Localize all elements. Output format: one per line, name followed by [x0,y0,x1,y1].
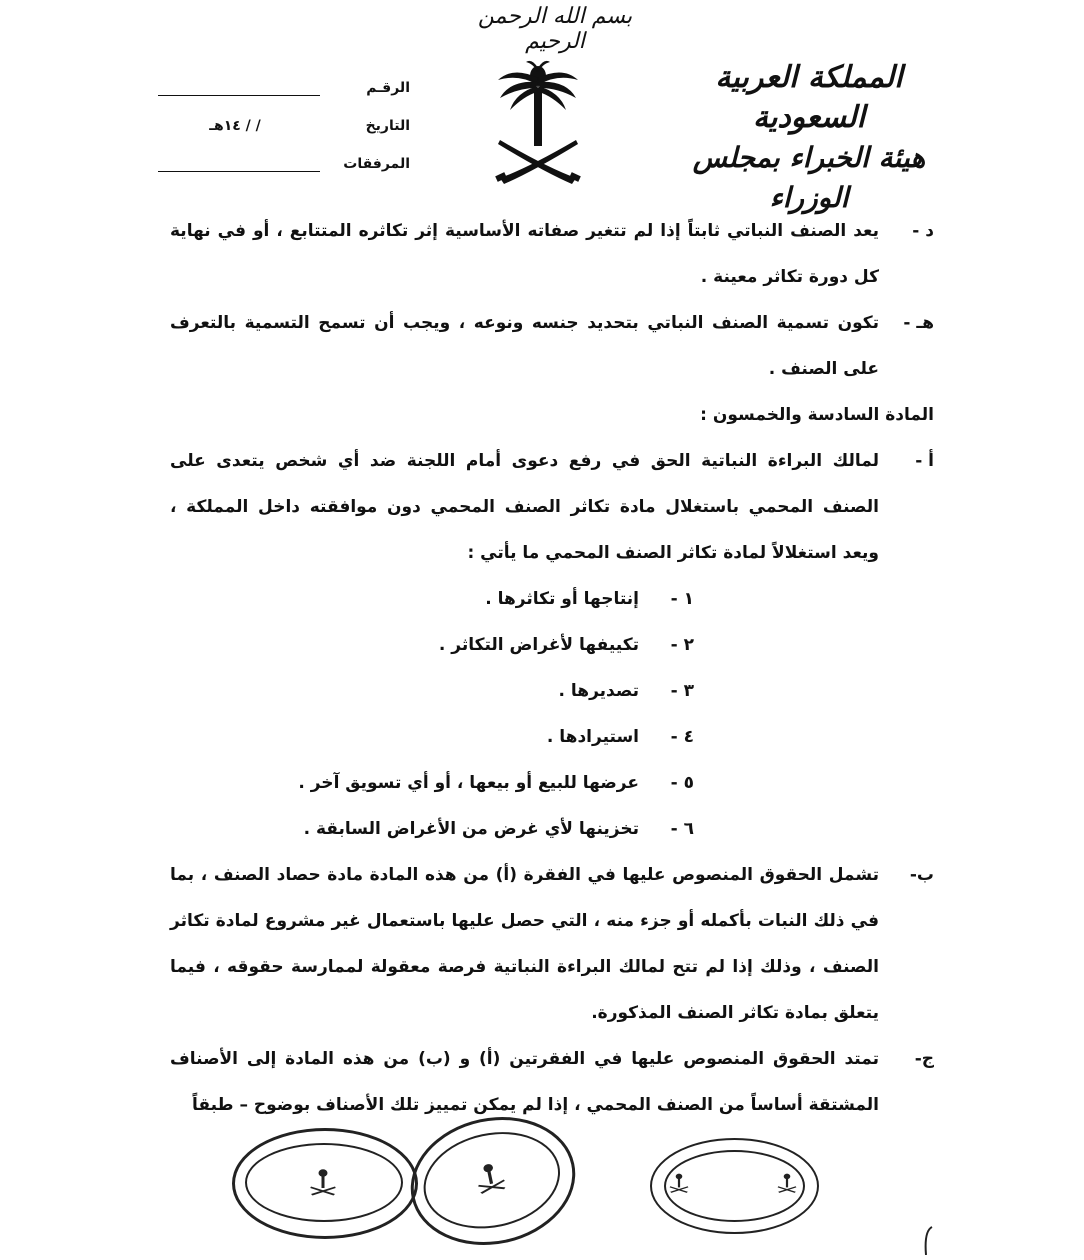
reference-line [158,81,320,96]
sub-item-mark: ٥ - [670,773,694,793]
administrative-communications-stamp [650,1138,819,1234]
reference-block [150,58,410,172]
palm-swords-emblem-icon [308,1165,338,1199]
attachments-line [158,157,320,172]
sub-item-mark: ٢ - [670,635,694,655]
paragraph-a [170,438,934,576]
paragraph-mark: أ - [915,451,934,471]
paragraph-d [170,208,934,300]
document-body [170,208,934,1128]
paragraph-c [170,1036,934,1128]
sub-item [170,760,694,806]
paragraph-mark: ب- [909,865,934,885]
sub-item-text: عرضها للبيع أو بيعها ، أو أي تسويق آخر . [298,773,639,793]
country-name: المملكة العربية السعودية [715,60,903,135]
sub-item-mark: ١ - [670,589,694,609]
sub-item-text: استيرادها . [546,727,639,747]
paragraph-text: تمتد الحقوق المنصوص عليها في الفقرتين (أ) و (ب) من هذه المادة إلى الأصناف المشتقة أساساً من الصنف المحمي ، إذا لم يمكن تمييز تلك الأصناف بوضوح – طبقاً [170,1049,879,1115]
sub-item [170,622,694,668]
sub-item-mark: ٣ - [670,681,694,701]
sub-item-mark: ٦ - [670,819,694,839]
sub-item-text: تكييفها لأغراض التكاثر . [438,635,639,655]
palm-swords-emblem-icon [668,1170,690,1196]
paragraph-h [170,300,934,392]
authority-name: هيئة الخبراء بمجلس الوزراء [692,141,926,214]
paragraph-mark: هـ - [903,313,934,333]
paragraph-text: لمالك البراءة النباتية الحق في رفع دعوى أمام اللجنة ضد أي شخص يتعدى على الصنف المحمي باستغلال مادة تكاثر الصنف المحمي دون موافقته داخل المملكة ، ويعد استغلالاً لمادة تكاثر الصنف المحمي ما يأتي : [170,451,879,563]
paragraph-mark: ج- [914,1049,934,1069]
attachments-row [150,134,410,172]
paragraph-b [170,852,934,1036]
paragraph-text: تشمل الحقوق المنصوص عليها في الفقرة (أ) من هذه المادة مادة حصاد الصنف ، بما في ذلك النبات بأكمله أو جزء منه ، التي حصل عليها باستعمال غير مشروع لمادة تكاثر الصنف ، وذلك إذا لم تتح لمالك البراءة النباتية فرصة معقولة لممارسة حقوقه ، فيما يتعلق بمادة تكاثر الصنف المذكورة. [170,865,879,1023]
sub-item-text: تخزينها لأي غرض من الأغراض السابقة . [303,819,639,839]
paragraph-text: تكون تسمية الصنف النباتي بتحديد جنسه ونوعه ، ويجب أن تسمح التسمية بالتعرف على الصنف . [170,313,879,379]
page-edge-mark-icon [920,1225,940,1255]
ministry-heading [664,58,954,218]
date-value: / / ١٤هـ [209,118,261,134]
paragraph-mark: د - [912,221,934,241]
experts-commission-stamp [232,1128,418,1239]
sub-item-mark: ٤ - [670,727,694,747]
sub-item [170,714,694,760]
sub-item-text: إنتاجها أو تكاثرها . [485,589,639,609]
attachments-label: المرفقات [343,156,410,172]
sub-item [170,576,694,622]
basmala: بسم الله الرحمن الرحيم [477,4,633,54]
article-title: المادة السادسة والخمسون : [700,405,934,425]
sub-item [170,668,694,714]
paragraph-text: يعد الصنف النباتي ثابتاً إذا لم تتغير صفاته الأساسية إثر تكاثره المتتابع ، أو في نهاية كل دورة تكاثر معينة . [170,221,879,287]
palm-swords-emblem-icon [488,58,588,188]
date-label: التاريخ [365,118,410,134]
palm-swords-emblem-icon [776,1170,798,1196]
reference-number-row [150,58,410,96]
sub-item [170,806,694,852]
sub-item-text: تصديرها . [558,681,639,701]
date-row [150,96,410,134]
reference-label: الرقـم [366,80,410,96]
